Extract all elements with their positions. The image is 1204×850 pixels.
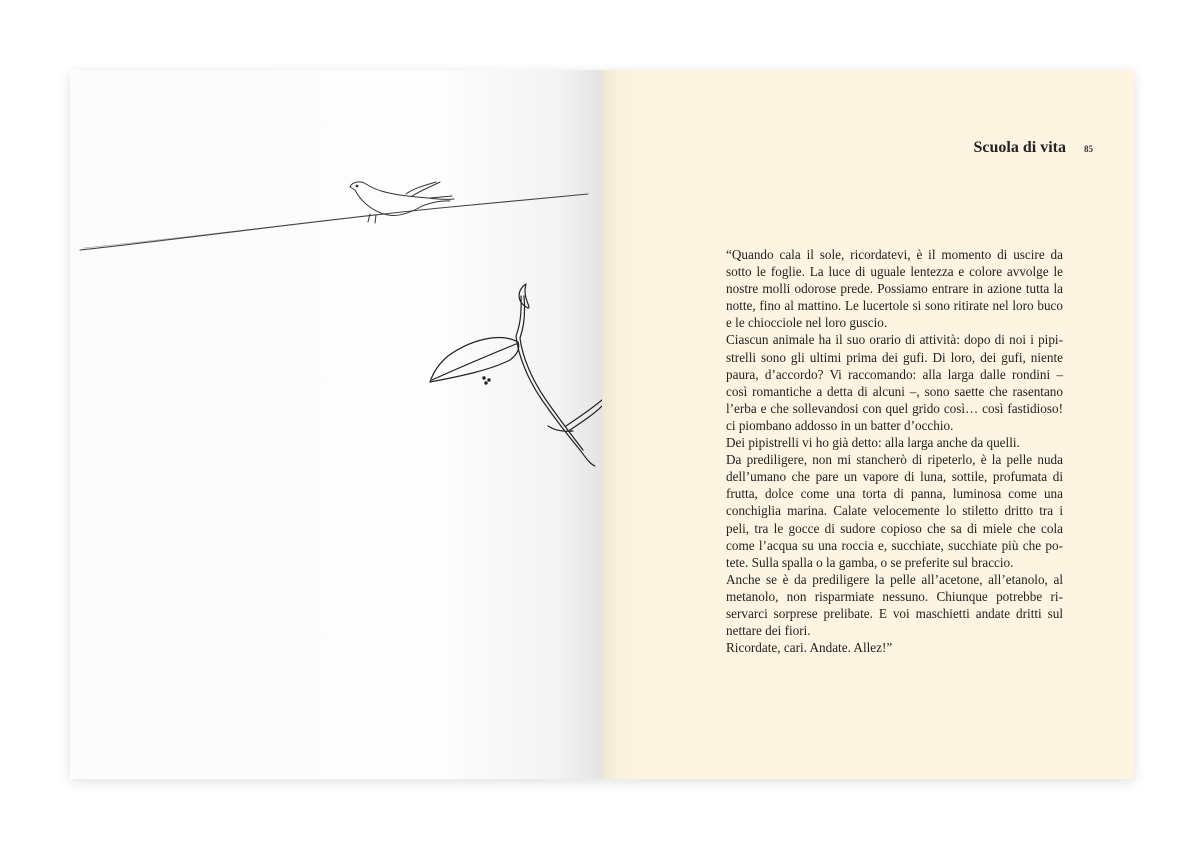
wire-icon bbox=[80, 194, 588, 250]
left-page bbox=[70, 70, 602, 779]
body-text bbox=[726, 246, 1063, 656]
book-spread bbox=[70, 70, 1134, 779]
paragraph: Ricordate, cari. Andate. Allez!” bbox=[726, 640, 893, 656]
paragraph: Anche se è da prediligere la pelle all’acetone, all’etanolo, al metanolo, non risparmiate nessuno. Chiunque potrebbe riservarci sorprese prelibate. E voi maschietti andate dritti sul nettare dei fiori. bbox=[726, 571, 1063, 639]
running-title: Scuola di vita bbox=[973, 139, 1066, 156]
paragraph: “Quando cala il sole, ricordatevi, è il momento di uscire da sotto le foglie. La luce di uguale lentezza e colore avvolge le nostre molli odorose prede. Possiamo entrare in azione tutta la notte, fino al mattino. Le lucertole si sono ritirate nel loro buco e le chiocciole nel loro guscio. bbox=[726, 247, 1063, 331]
right-page bbox=[602, 70, 1134, 779]
page-number: 85 bbox=[1084, 144, 1093, 154]
bird-on-wire-icon bbox=[350, 182, 454, 223]
paragraph: Ciascun animale ha il suo orario di attività: dopo di noi i pipistrelli sono gli ultimi prima dei gufi. Di loro, dei gufi, niente paura, d’accordo? Vi raccomando: alla larga dalle rondini – così romantiche a detta di alcuni –, sono saette che rasentano l’erba e che sollevandosi con quel grido così… così fastidioso! ci piombano addosso in un batter d’occhio. bbox=[726, 332, 1063, 433]
running-head bbox=[974, 139, 1093, 157]
leafy-branch-icon bbox=[430, 284, 602, 466]
paragraph: Da prediligere, non mi stancherò di ripeterlo, è la pelle nuda dell’umano che pare un vapore di luna, sottile, profumata di frutta, dolce come una torta di panna, luminosa come una conchiglia marina. Calate velocemente lo stiletto dritto tra i peli, tra le gocce di sudore copioso che sa di miele che cola come l’acqua su una roccia e, succhiate, succhiate più che potete. Sulla spalla o la gamba, o se preferite sul braccio. bbox=[726, 452, 1063, 570]
illustration bbox=[70, 70, 602, 779]
paragraph: Dei pipistrelli vi ho già detto: alla larga anche da quelli. bbox=[726, 435, 1020, 451]
